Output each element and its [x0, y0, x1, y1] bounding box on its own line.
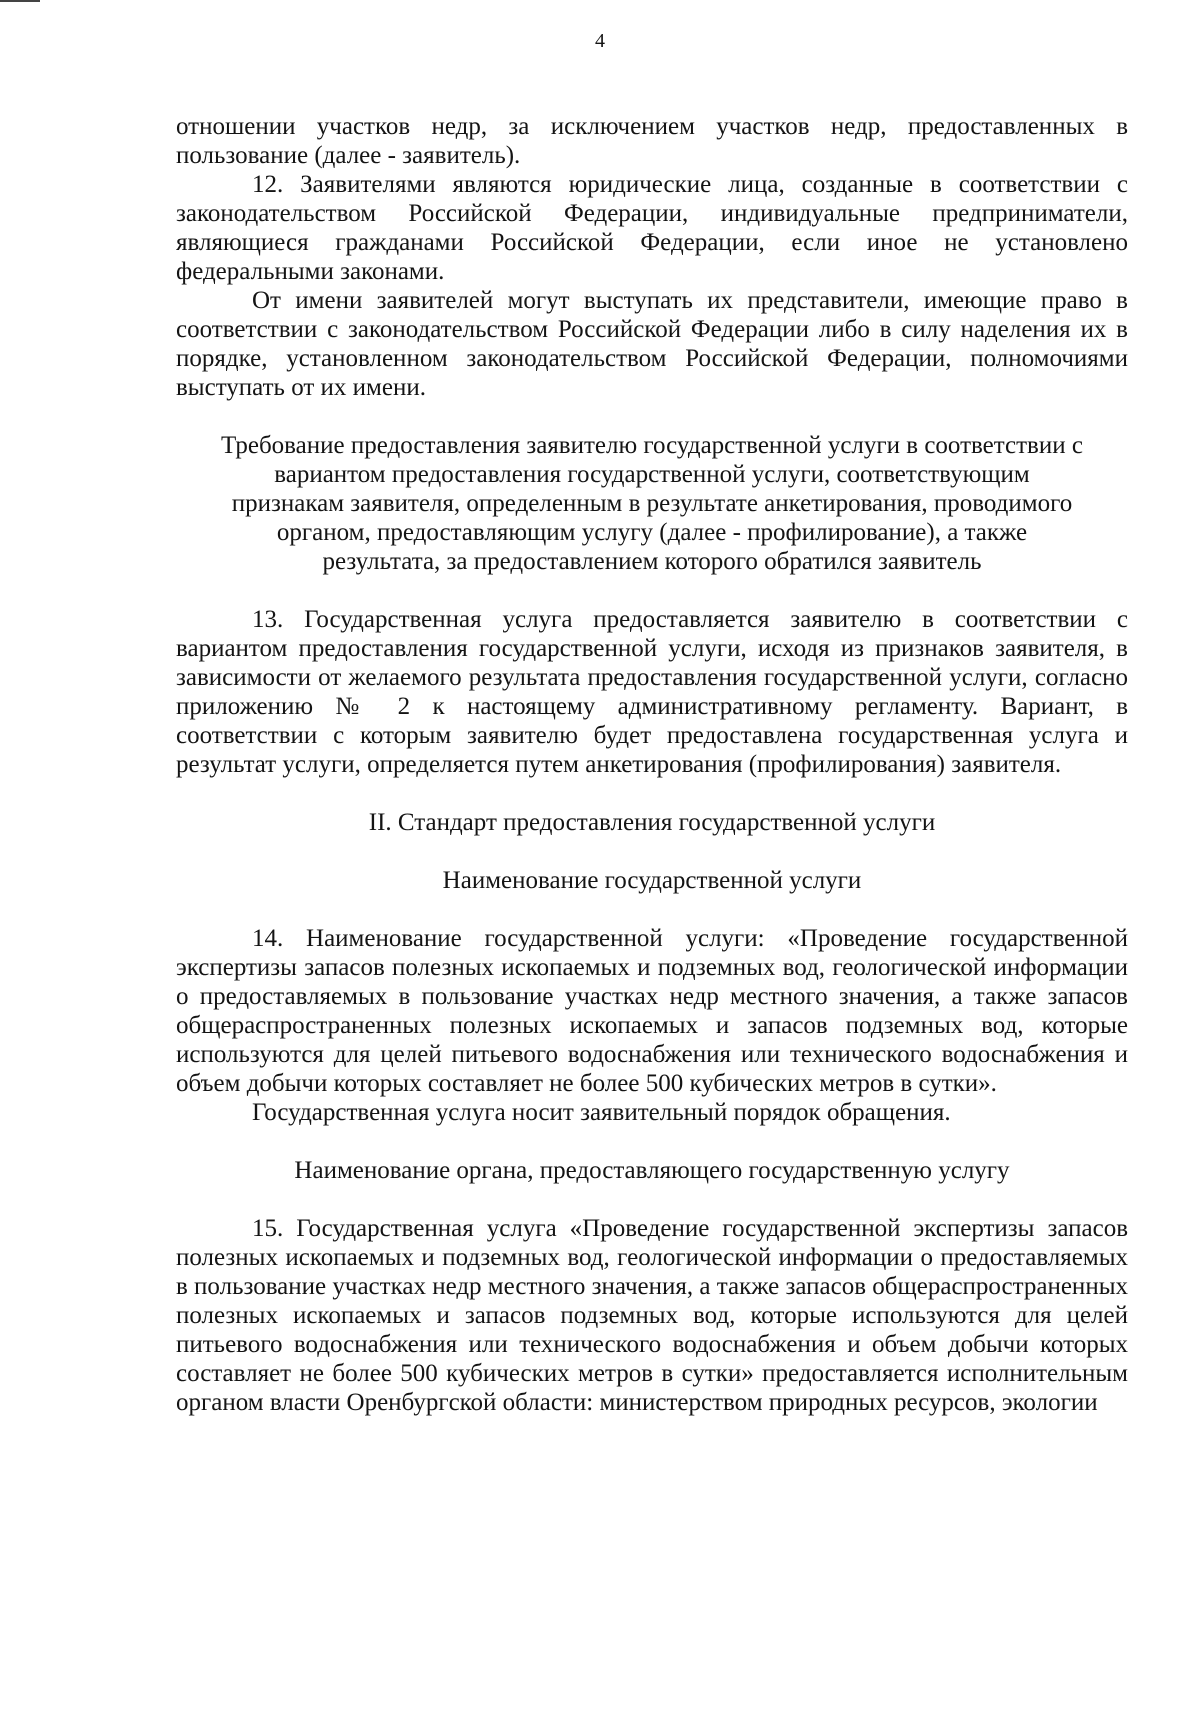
paragraph-continuation: отношении участков недр, за исключением участков недр, предоставленных в пользование (далее - заявитель).	[176, 113, 1128, 169]
paragraph-representatives: От имени заявителей могут выступать их представители, имеющие право в соответствии с законодательством Российской Федерации либо в силу наделения их в порядке, установленном законодательством Российской Федерации, полномочиями выступать от их имени.	[176, 287, 1128, 401]
heading-profiling: Требование предоставления заявителю государственной услуги в соответствии с вариантом предоставления государственной услуги, соответствующим признакам заявителя, определенным в результате анкетирования, проводимого органом, предоставляющим услугу (далее - профилирование), а также результата, за предоставлением которого обратился заявитель	[221, 432, 1083, 575]
scan-corner-mark	[0, 0, 40, 14]
page-number: 4	[595, 30, 605, 52]
paragraph-14: 14. Наименование государственной услуги: «Проведение государственной экспертизы запасов полезных ископаемых и подземных вод, геологической информации о предоставляемых в пользование участках недр местного значения, а также запасов общераспространенных полезных ископаемых и запасов подземных вод, которые используются для целей питьевого водоснабжения или технического водоснабжения и объем добычи которых составляет не более 500 кубических метров в сутки».	[176, 925, 1128, 1097]
paragraph-14-order: Государственная услуга носит заявительный порядок обращения.	[252, 1099, 951, 1126]
heading-service-name: Наименование государственной услуги	[442, 867, 862, 894]
heading-providing-organ: Наименование органа, предоставляющего государственную услугу	[294, 1157, 1010, 1184]
section-title: II. Стандарт предоставления государственной услуги	[368, 809, 936, 836]
paragraph-15: 15. Государственная услуга «Проведение государственной экспертизы запасов полезных ископаемых и подземных вод, геологической информации о предоставляемых в пользование участках недр местного значения, а также запасов общераспространенных полезных ископаемых и запасов подземных вод, которые используются для целей питьевого водоснабжения или технического водоснабжения и объем добычи которых составляет не более 500 кубических метров в сутки» предоставляется исполнительным органом власти Оренбургской области: министерством природных ресурсов, экологии	[176, 1215, 1128, 1416]
document-body	[176, 112, 1128, 1417]
paragraph-13: 13. Государственная услуга предоставляется заявителю в соответствии с вариантом предоставления государственной услуги, исходя из признаков заявителя, в зависимости от желаемого результата предоставления государственной услуги, согласно приложению № 2 к настоящему административному регламенту. Вариант, в соответствии с которым заявителю будет предоставлена государственная услуга и результат услуги, определяется путем анкетирования (профилирования) заявителя.	[176, 606, 1128, 778]
paragraph-12: 12. Заявителями являются юридические лица, созданные в соответствии с законодательством Российской Федерации, индивидуальные предприниматели, являющиеся гражданами Российской Федерации, если иное не установлено федеральными законами.	[176, 171, 1128, 285]
heading-profiling-block	[176, 431, 1128, 576]
